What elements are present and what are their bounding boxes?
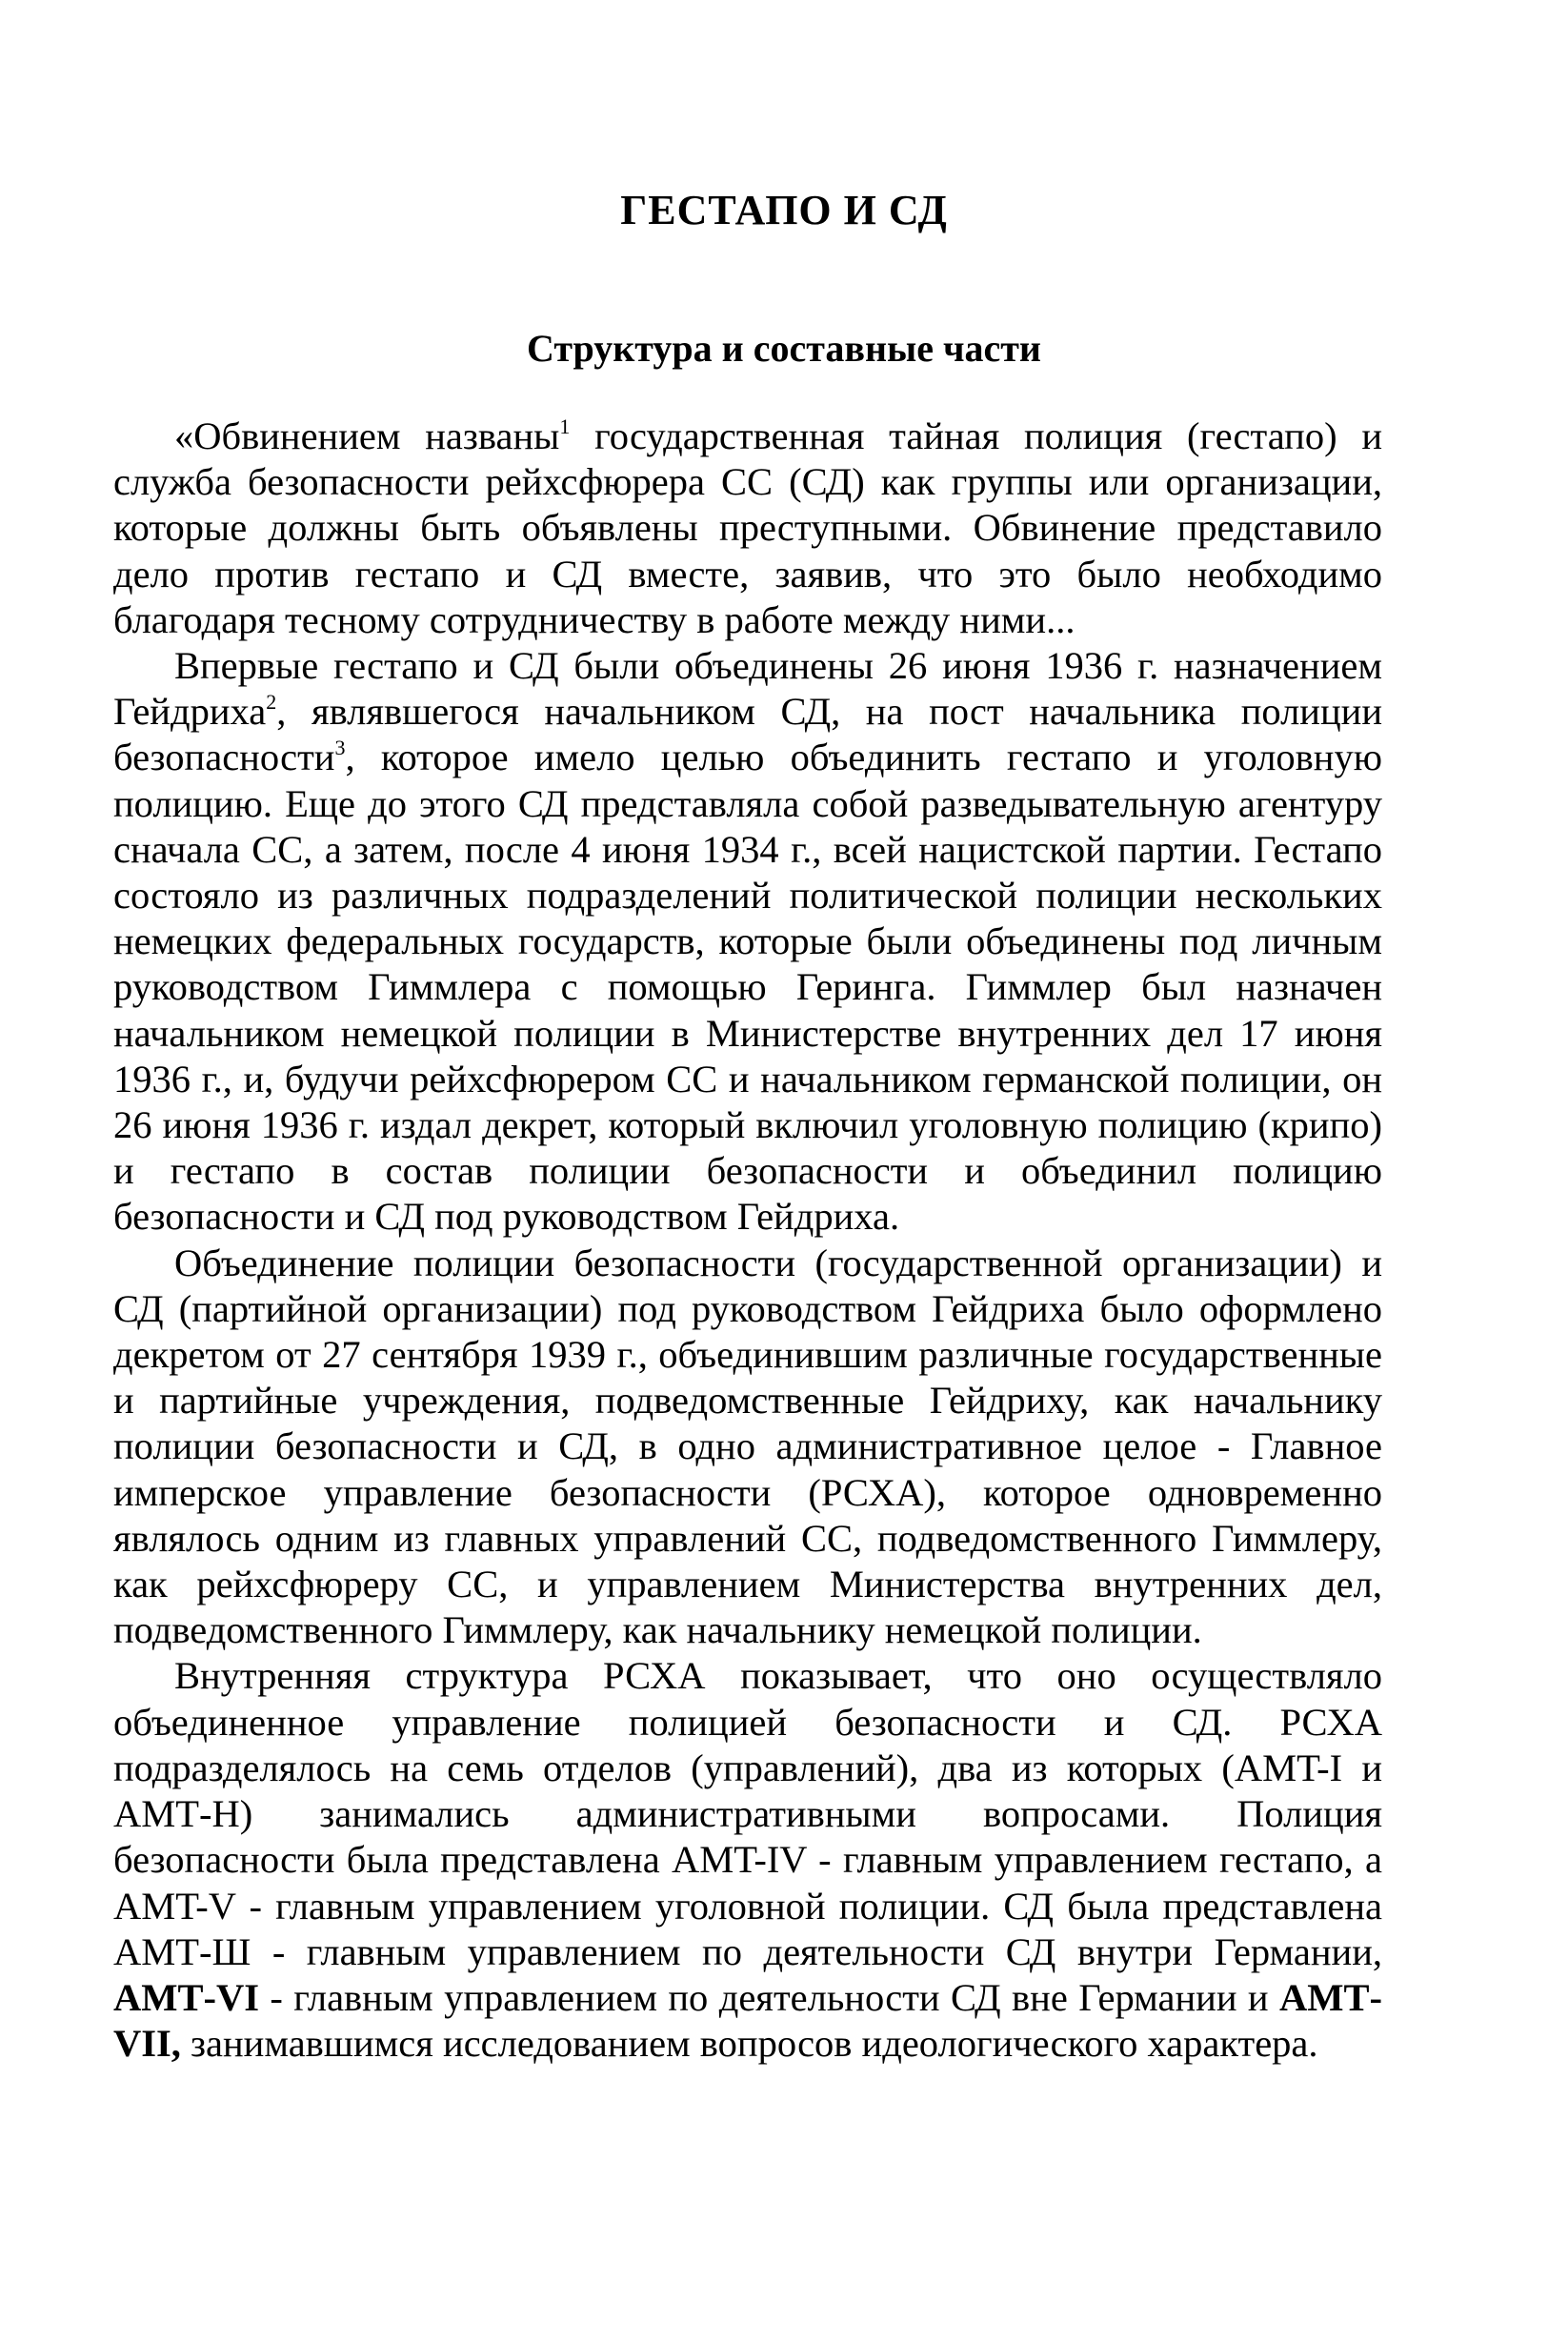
paragraph-1 — [113, 414, 1382, 643]
paragraph-4 — [113, 1653, 1382, 2067]
paragraph-2-text-c: , которое имело целью объединить гестапо и уголовную полицию. Еще до этого СД представляла собой разведывательную агентуру сначала СС, а затем, после 4 июня 1934 г., всей нацистской партии. Гестапо состояло из различных подразделений политической полиции нескольких немецких федеральных государств, которые были объединены под личным руководством Гиммлера с помощью Геринга. Гиммлер был назначен начальником немецкой полиции в Министерстве внутренних дел 17 июня 1936 г., и, будучи рейхсфюрером СС и начальником германской полиции, он 26 июня 1936 г. издал декрет, который включил уголовную полицию (крипо) и гестапо в состав полиции безопасности и объединил полицию безопасности и СД под руководством Гейдриха. — [113, 736, 1382, 1239]
paragraph-2-text-b: , являвшегося начальником СД, на пост начальника полиции безопасности — [113, 690, 1382, 779]
paragraph-1-text-a: «Обвинением названы — [174, 414, 560, 457]
footnote-ref-2: 2 — [266, 690, 277, 715]
footnote-ref-1: 1 — [559, 414, 571, 438]
paragraph-2-text-a: Впервые гестапо и СД были объединены 26 июня 1936 г. назначением Гейдриха — [113, 644, 1382, 734]
amt-vi-label: АМТ-VI — [113, 1975, 259, 2019]
paragraph-4-text-b: - главным управлением по деятельности СД вне Германии и — [258, 1975, 1280, 2019]
body-text — [113, 414, 1382, 2067]
paragraph-2 — [113, 643, 1382, 1241]
paragraph-4-text-a: Внутренняя структура РСХА показывает, что оно осуществляло объединенное управление полицией безопасности и СД. РСХА подразделялось на семь отделов (управлений), два из которых (AMT-I и АМТ-Н) занимались административными вопросами. Полиция безопасности была представлена AMT-IV - главным управлением гестапо, a AMT-V - главным управлением уголовной полиции. СД была представлена АМТ-Ш - главным управлением по деятельности СД внутри Германии, — [113, 1654, 1382, 1973]
chapter-title: ГЕСТАПО И СД — [620, 187, 948, 233]
paragraph-4-text-c: занимавшимся исследованием вопросов идеологического характера. — [180, 2022, 1318, 2066]
footnote-ref-3: 3 — [334, 736, 346, 760]
section-title: Структура и составные части — [527, 327, 1041, 370]
paragraph-3 — [113, 1241, 1382, 1654]
amt-vii-label: АМТ-VII, — [113, 1975, 1382, 2066]
paragraph-1-text-b: государственная тайная полиция (гестапо) и служба безопасности рейхсфюрера СС (СД) как группы или организации, которые должны быть объявлены преступными. Обвинение представило дело против гестапо и СД вместе, заявив, что это было необходимо благодаря тесному сотрудничеству в работе между ними... — [113, 414, 1382, 641]
paragraph-3-text: Объединение полиции безопасности (государственной организации) и СД (партийной организации) под руководством Гейдриха было оформлено декретом от 27 сентября 1939 г., объединившим различные государственные и партийные учреждения, подведомственные Гейдриху, как начальнику полиции безопасности и СД, в одно административное целое - Главное имперское управление безопасности (РСХА), которое одновременно являлось одним из главных управлений СС, подведомственного Гиммлеру, как рейхсфюреру СС, и управлением Министерства внутренних дел, подведомственного Гиммлеру, как начальнику немецкой полиции. — [113, 1241, 1382, 1652]
